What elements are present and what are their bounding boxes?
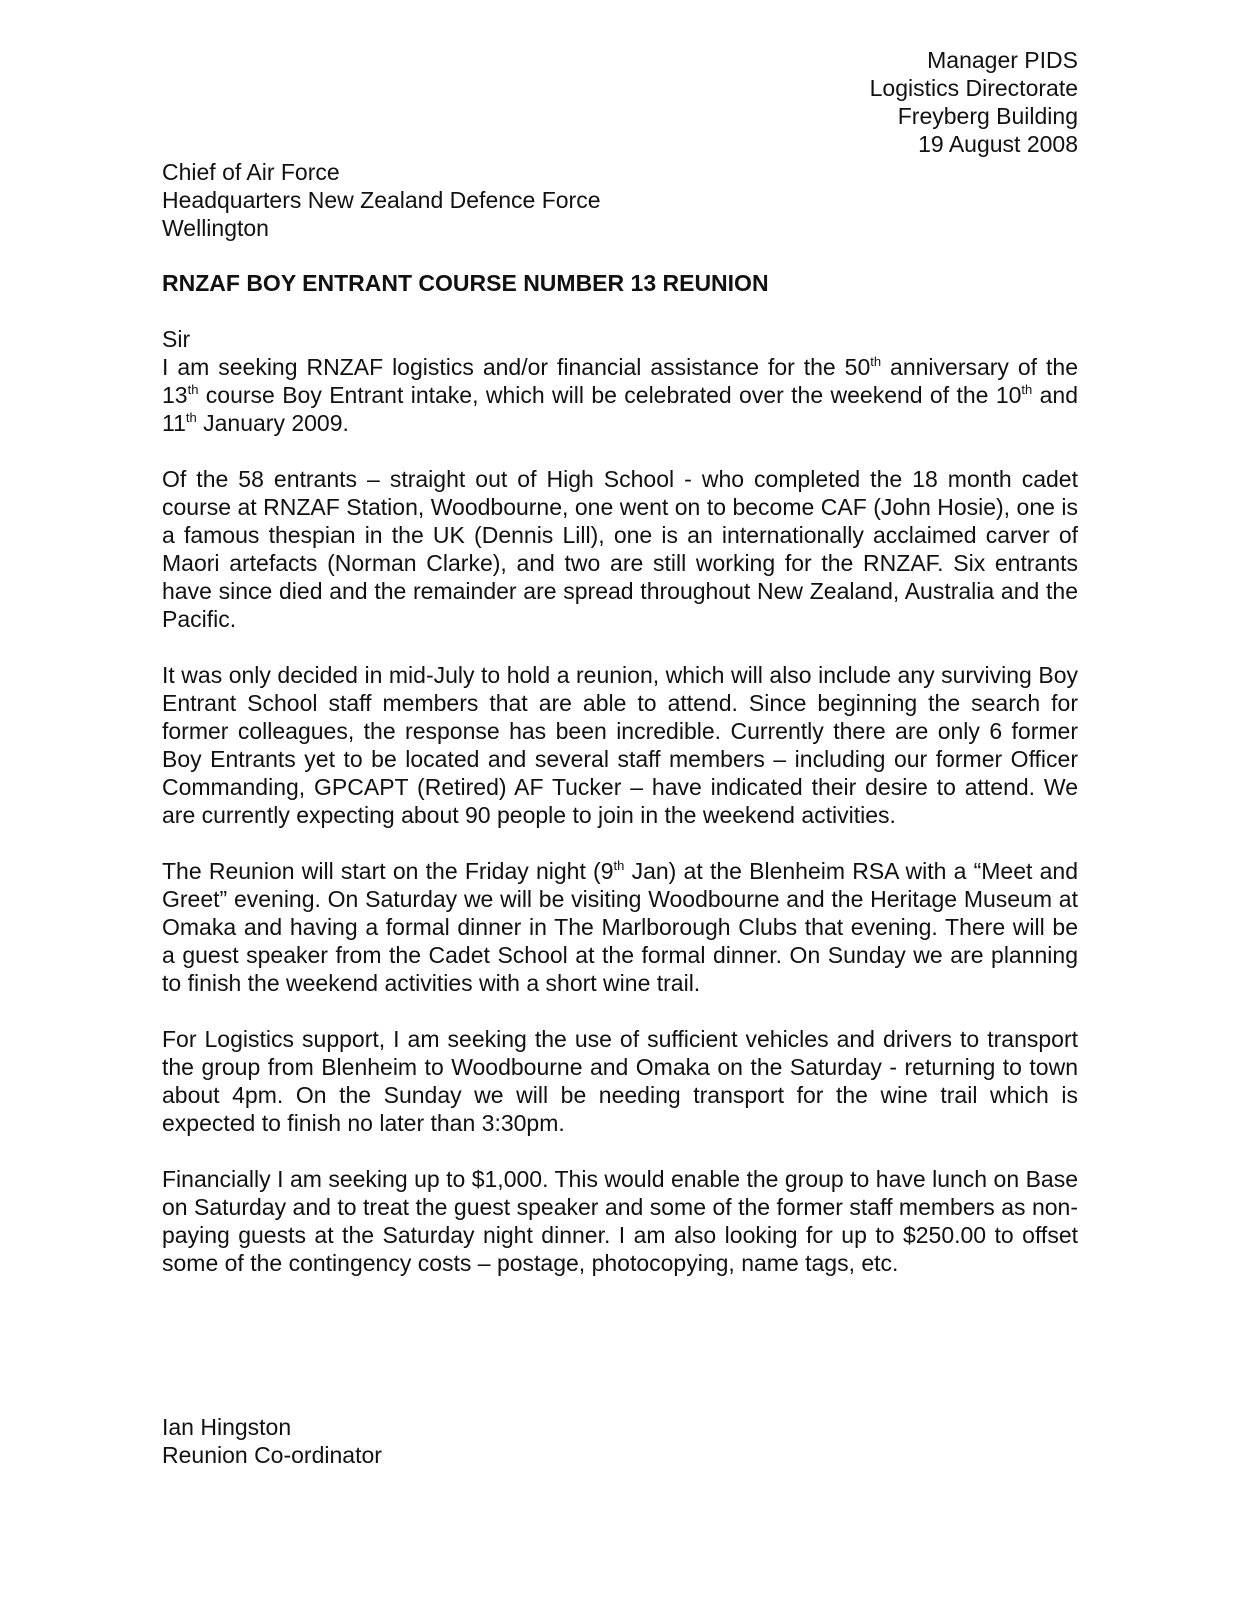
- sender-department: Logistics Directorate: [869, 75, 1078, 101]
- paragraph-request: [162, 353, 1078, 437]
- salutation: Sir: [162, 326, 191, 352]
- ordinal-suffix: th: [1021, 382, 1033, 397]
- recipient-address-block: [162, 158, 862, 242]
- paragraph-entrants: Of the 58 entrants – straight out of High School - who completed the 18 month cadet course at RNZAF Station, Woodbourne, one went on to become CAF (John Hosie), one is a famous thespian in the UK (Dennis Lill), one is an internationally acclaimed carver of Maori artefacts (Norman Clarke), and two are still working for the RNZAF. Six entrants have since died and the remainder are spread throughout New Zealand, Australia and the Pacific.: [162, 466, 1078, 632]
- ordinal-suffix: th: [613, 858, 625, 873]
- paragraph-schedule-text-b: Jan) at the Blenheim RSA with a “Meet and Greet” evening. On Saturday we will be visiting Woodbourne and the Heritage Museum at Omaka and having a formal dinner in The Marlborough Clubs that evening. There will be a guest speaker from the Cadet School at the formal dinner. On Sunday we are planning to finish the weekend activities with a short wine trail.: [162, 858, 1078, 996]
- ordinal-suffix: th: [185, 410, 197, 425]
- signature-block: [162, 1413, 662, 1469]
- signatory-title: Reunion Co-ordinator: [162, 1442, 382, 1468]
- paragraph-schedule: [162, 857, 1078, 997]
- paragraph-logistics: For Logistics support, I am seeking the use of sufficient vehicles and drivers to transport the group from Blenheim to Woodbourne and Omaka on the Saturday - returning to town about 4pm. On the Sunday we will be needing transport for the wine trail which is expected to finish no later than 3:30pm.: [162, 1026, 1078, 1136]
- sender-building: Freyberg Building: [897, 103, 1078, 129]
- ordinal-suffix: th: [187, 382, 199, 397]
- paragraph-request-text-c: course Boy Entrant intake, which will be celebrated over the weekend of the 10: [198, 382, 1022, 408]
- sender-name: Manager PIDS: [927, 47, 1078, 73]
- recipient-city: Wellington: [162, 215, 269, 241]
- recipient-organisation: Headquarters New Zealand Defence Force: [162, 187, 601, 213]
- signatory-name: Ian Hingston: [162, 1414, 292, 1440]
- paragraph-schedule-text-a: The Reunion will start on the Friday night (9: [162, 858, 614, 884]
- paragraph-financial: Financially I am seeking up to $1,000. This would enable the group to have lunch on Base on Saturday and to treat the guest speaker and some of the former staff members as non-paying guests at the Saturday night dinner. I am also looking for up to $250.00 to offset some of the contingency costs – postage, photocopying, name tags, etc.: [162, 1166, 1078, 1276]
- ordinal-suffix: th: [870, 354, 882, 369]
- letter-subject: RNZAF BOY ENTRANT COURSE NUMBER 13 REUNION: [162, 270, 769, 296]
- paragraph-request-text-b: anniversary of the 13: [162, 354, 1078, 408]
- letter-body: [162, 353, 1078, 1305]
- sender-address-block: [762, 46, 1078, 158]
- paragraph-reunion-planning: It was only decided in mid-July to hold a reunion, which will also include any surviving Boy Entrant School staff members that are able to attend. Since beginning the search for former colleagues, the response has been incredible. Currently there are only 6 former Boy Entrants yet to be located and several staff members – including our former Officer Commanding, GPCAPT (Retired) AF Tucker – have indicated their desire to attend. We are currently expecting about 90 people to join in the weekend activities.: [162, 662, 1078, 828]
- recipient-title: Chief of Air Force: [162, 159, 340, 185]
- paragraph-request-text-e: January 2009.: [196, 410, 349, 436]
- paragraph-request-text-d: and 11: [162, 382, 1078, 436]
- letter-date: 19 August 2008: [918, 131, 1078, 157]
- paragraph-request-text-a: I am seeking RNZAF logistics and/or financial assistance for the 50: [162, 354, 871, 380]
